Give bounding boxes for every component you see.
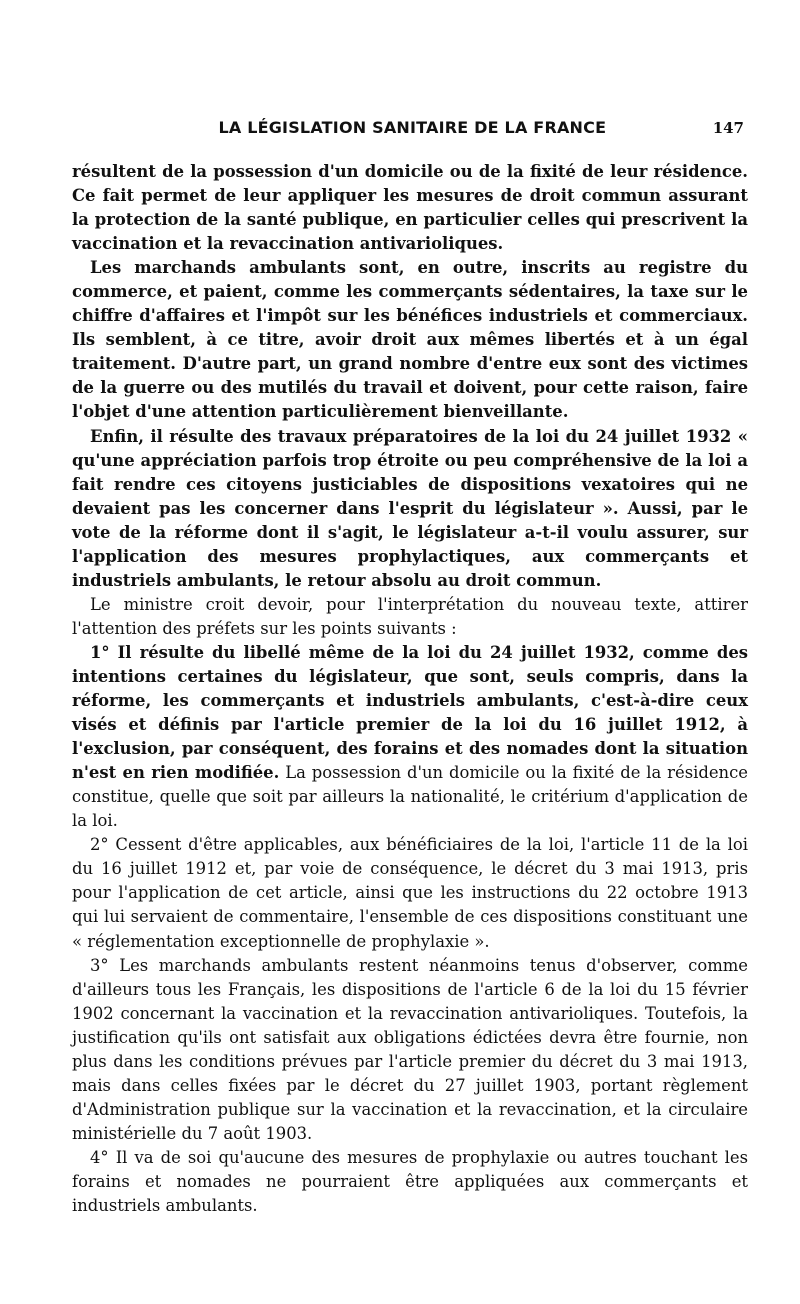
paragraph-point-3 [72,954,748,1146]
paragraph-text: Le ministre croit devoir, pour l'interprétation du nouveau texte, attirer l'attention des préfets sur les points suivants : [72,594,748,638]
paragraph-text: La possession d'un domicile ou la fixité de la résidence constitue, quelle que soit par ailleurs la nationalité, le critérium d'application de la loi. [72,763,748,831]
running-head [72,118,748,150]
paragraph-text: 3° Les marchands ambulants restent néanmoins tenus d'observer, comme d'ailleurs tous les Français, les dispositions de l'article 6 de la loi du 15 février 1902 concernant la vaccination et la revaccination antivarioliques. [72,955,748,1023]
page [72,118,748,1218]
paragraph-text: Les marchands ambulants sont, en outre, inscrits au registre du commerce, et paient, comme les commerçants sédentaires, la taxe sur le chiffre d'affaires et l'impôt sur les bénéfices industriels et commerciaux. Ils semblent, à ce titre, avoir droit aux mêmes libertés et à un égal traitement. D'autre part, un grand nombre d'entre eux sont des victimes de la guerre ou des mutilés du travail et doivent, pour cette raison, faire l'objet d'une attention particulièrement bienveillante. [72,258,748,422]
paragraph-text: 2° Cessent d'être applicables, aux bénéficiaires de la loi, l'article 11 de la loi du 16 juillet 1912 et, par voie de conséquence, le décret du 3 mai 1913, pris pour l'application de cet article, ainsi que les instructions du 22 octobre 1913 qui lui servaient de commentaire, l'ensemble de ces dispositions constituant une « réglementation exceptionnelle de prophylaxie ». [72,835,748,951]
paragraph [72,593,748,641]
page-number: 147 [712,119,744,137]
paragraph-text: résultent de la possession d'un domicile ou de la fixité de leur résidence. Ce fait permet de leur appliquer les mesures de droit commun assurant la protection de la santé publique, en particulier celles qui prescrivent la vaccination et la revaccination antivarioliques. [72,162,748,254]
paragraph-point-4 [72,1146,748,1218]
paragraph-text: 4° Il va de soi qu'aucune des mesures de prophylaxie ou autres touchant les forains et nomades ne pourraient être appliquées aux commerçants et industriels ambulants. [72,1147,748,1216]
paragraph-point-2 [72,833,748,953]
paragraph-text: Toutefois, la justification qu'ils ont satisfait aux obligations édictées devra être fournie, non plus dans les conditions prévues par l'article premier du décret du 3 mai 1913, mais dans celles fixées par le décret du 27 juillet 1903, portant règlement d'Administration publique sur la vaccination et la revaccination, et la circulaire ministérielle du 7 août 1903. [72,1003,748,1143]
paragraph [72,256,748,424]
paragraph-continuation [72,160,748,256]
paragraph [72,425,748,593]
paragraph-text: Enfin, il résulte des travaux préparatoires de la loi du 24 juillet 1932 « qu'une appréciation parfois trop étroite ou peu compréhensive de la loi a fait rendre ces citoyens justiciables de dispositions vexatoires qui ne devaient pas les concerner dans l'esprit du législateur ». Aussi, par le vote de la réforme dont il s'agit, le législateur a-t-il voulu assurer, sur l'application des mesures prophylactiques, aux commerçants et industriels ambulants, le retour absolu au droit commun. [72,426,748,590]
running-title: LA LÉGISLATION SANITAIRE DE LA FRANCE [218,118,607,137]
paragraph-text: 1° Il résulte du libellé même de la loi du 24 juillet 1932, comme des intentions certaines du législateur, que sont, seuls compris, dans la réforme, les commerçants et industriels ambulants, c'est-à-dire ceux visés et définis par l'article premier de la loi du 16 juillet 1912, à l'exclusion, par conséquent, des forains et des nomades dont la situation n'est en rien modifiée. [72,642,748,783]
paragraph-point-1 [72,641,748,833]
body-text [72,160,748,1218]
